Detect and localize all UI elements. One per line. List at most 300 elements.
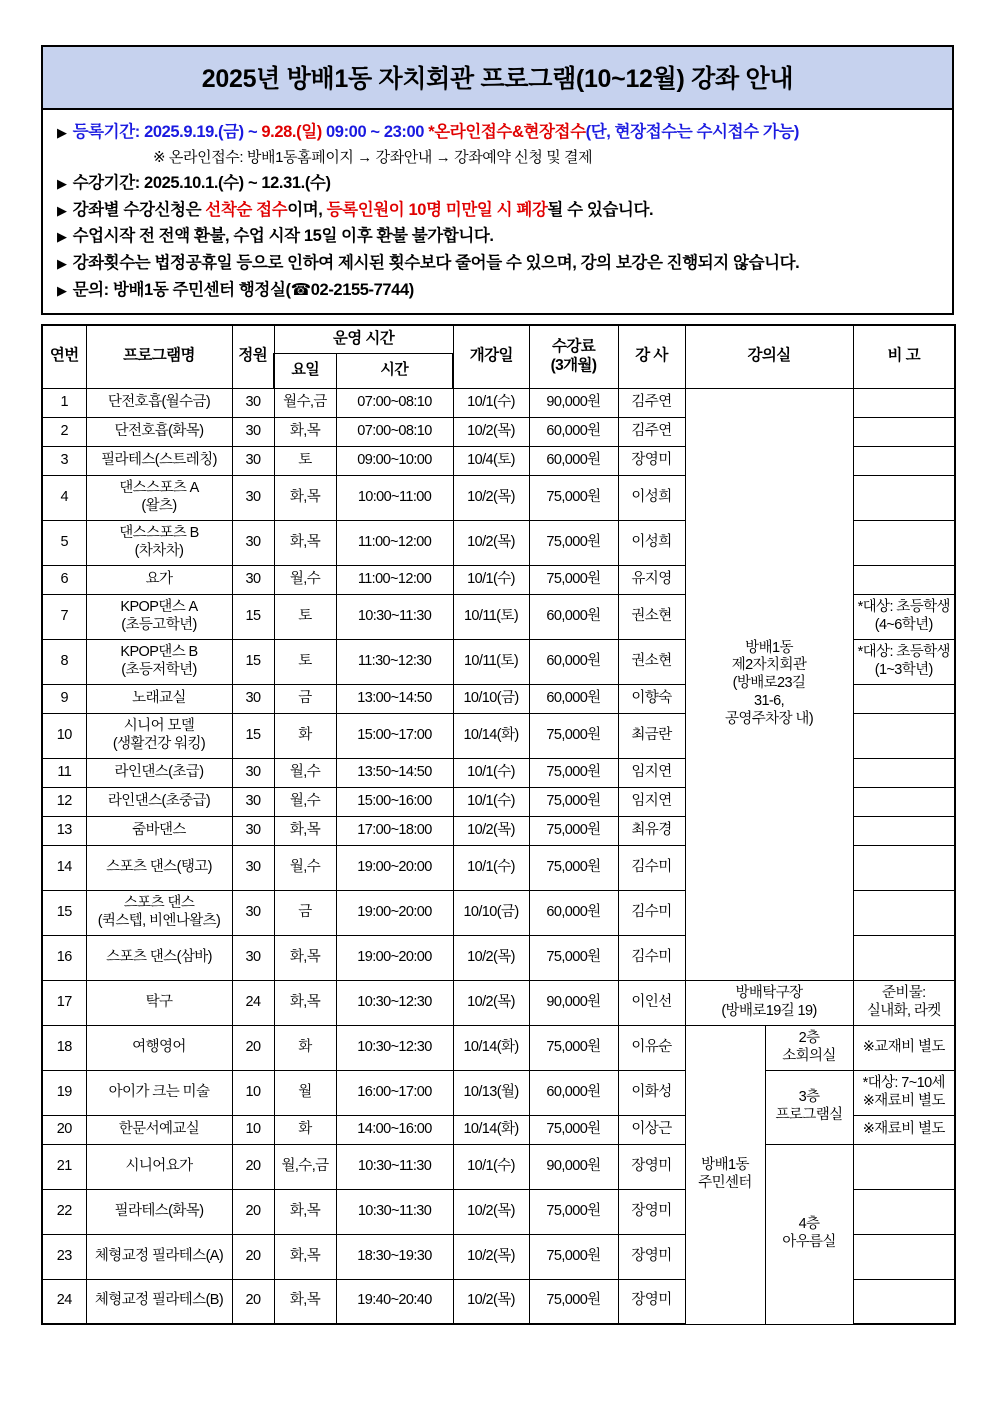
session-count-text: 강좌횟수는 법정공휴일 등으로 인하여 제시된 횟수보다 줄어들 수 있으며, 강의 보강은 진행되지 않습니다. <box>72 254 800 273</box>
bullet-marker-icon: ▶ <box>57 176 67 192</box>
cell-start-date: 10/1(수) <box>453 565 529 594</box>
cell-day: 월,수,금 <box>274 1144 336 1189</box>
cell-time: 10:00~11:00 <box>336 475 453 520</box>
cell-day: 월,수 <box>274 758 336 787</box>
cell-time: 10:30~12:30 <box>336 1025 453 1070</box>
cell-instructor: 이향숙 <box>618 684 685 713</box>
cell-fee: 60,000원 <box>529 446 618 475</box>
cell-instructor: 장영미 <box>618 1189 685 1234</box>
cell-time: 15:00~17:00 <box>336 713 453 758</box>
cell-remarks <box>853 520 955 565</box>
cell-fee: 90,000원 <box>529 980 618 1025</box>
cell-fee: 75,000원 <box>529 816 618 845</box>
cell-day: 화,목 <box>274 816 336 845</box>
cell-start-date: 10/2(목) <box>453 1234 529 1279</box>
cell-no: 1 <box>42 388 86 417</box>
cell-capacity: 15 <box>232 713 274 758</box>
cell-remarks <box>853 787 955 816</box>
classroom-line: 방배1동 <box>701 1156 749 1173</box>
cell-no: 11 <box>42 758 86 787</box>
header-time: 시간 <box>336 353 453 388</box>
bullet-marker-icon: ▶ <box>57 125 67 140</box>
cell-instructor: 이유순 <box>618 1025 685 1070</box>
cell-start-date: 10/11(토) <box>453 594 529 639</box>
floor-line: 아우름실 <box>782 1234 836 1251</box>
cell-start-date: 10/2(목) <box>453 816 529 845</box>
cell-day: 토 <box>274 446 336 475</box>
cell-capacity: 20 <box>232 1025 274 1070</box>
cell-program: 탁구 <box>86 980 232 1025</box>
cell-time: 19:40~20:40 <box>336 1279 453 1324</box>
remark-line: (4~6학년) <box>874 616 933 633</box>
cell-no: 12 <box>42 787 86 816</box>
cell-day: 화 <box>274 1025 336 1070</box>
cell-no: 2 <box>42 417 86 446</box>
cell-remarks <box>853 935 955 980</box>
cell-fee: 75,000원 <box>529 1115 618 1144</box>
program-line2: (왈츠) <box>141 497 177 514</box>
notice-item-contact <box>57 277 942 304</box>
cell-day: 토 <box>274 639 336 684</box>
header-day: 요일 <box>274 353 336 388</box>
cell-instructor: 김수미 <box>618 890 685 935</box>
cell-program: 줌바댄스 <box>86 816 232 845</box>
floor-line: 프로그램실 <box>775 1107 843 1124</box>
cell-capacity: 20 <box>232 1189 274 1234</box>
cell-instructor: 임지연 <box>618 787 685 816</box>
cell-no: 19 <box>42 1070 86 1115</box>
cell-fee: 90,000원 <box>529 388 618 417</box>
cell-day: 화,목 <box>274 475 336 520</box>
cell-program: 필라테스(스트레칭) <box>86 446 232 475</box>
course-period-text: 수강기간: 2025.10.1.(수) ~ 12.31.(수) <box>72 174 331 193</box>
header-no: 연번 <box>42 325 86 388</box>
cell-no: 7 <box>42 594 86 639</box>
cell-instructor: 임지연 <box>618 758 685 787</box>
refund-policy-text: 수업시작 전 전액 환불, 수업 시작 15일 이후 환불 불가합니다. <box>72 227 494 246</box>
cell-day: 월,수 <box>274 845 336 890</box>
cell-floor-2 <box>765 1025 853 1070</box>
header-fee-sub: (3개월) <box>550 356 597 374</box>
cell-start-date: 10/2(목) <box>453 520 529 565</box>
cell-remarks <box>853 446 955 475</box>
contact-suffix: ) <box>408 280 414 299</box>
cell-no: 16 <box>42 935 86 980</box>
cell-instructor: 유지영 <box>618 565 685 594</box>
cell-classroom-tabletennis <box>685 980 853 1025</box>
cell-capacity: 30 <box>232 935 274 980</box>
cell-time: 13:00~14:50 <box>336 684 453 713</box>
cell-remarks <box>853 1144 955 1189</box>
cell-fee: 75,000원 <box>529 565 618 594</box>
cell-floor-4 <box>765 1144 853 1324</box>
program-line2: (생활건강 워킹) <box>112 735 206 752</box>
header-capacity: 정원 <box>232 325 274 388</box>
notice-frame <box>41 45 954 315</box>
cell-instructor: 장영미 <box>618 446 685 475</box>
cell-remarks <box>853 594 955 639</box>
floor-line: 2층 <box>798 1029 820 1046</box>
registration-method: *온라인접수&현장접수 <box>428 123 586 141</box>
table-row[interactable] <box>42 980 955 1025</box>
cell-fee: 60,000원 <box>529 1070 618 1115</box>
program-table <box>41 324 956 1325</box>
program-line2: (차차차) <box>134 542 184 559</box>
cell-fee: 75,000원 <box>529 787 618 816</box>
table-row[interactable] <box>42 1144 955 1189</box>
cell-remarks <box>853 713 955 758</box>
floor-line: 4층 <box>798 1216 820 1233</box>
cell-no: 14 <box>42 845 86 890</box>
cell-classroom-main <box>685 388 853 980</box>
cell-day: 화,목 <box>274 980 336 1025</box>
cell-remarks <box>853 1189 955 1234</box>
cell-instructor: 이성희 <box>618 475 685 520</box>
cell-fee: 75,000원 <box>529 758 618 787</box>
cell-start-date: 10/1(수) <box>453 787 529 816</box>
program-line1: 댄스스포츠 B <box>119 524 199 541</box>
cell-capacity: 24 <box>232 980 274 1025</box>
cell-no: 8 <box>42 639 86 684</box>
cell-day: 화,목 <box>274 417 336 446</box>
cell-remarks <box>853 388 955 417</box>
cell-no: 3 <box>42 446 86 475</box>
cell-no: 13 <box>42 816 86 845</box>
cell-capacity: 30 <box>232 388 274 417</box>
cell-no: 22 <box>42 1189 86 1234</box>
telephone-icon: ☎ <box>290 280 311 299</box>
cell-start-date: 10/2(목) <box>453 1279 529 1324</box>
registration-method-note: (단, 현장접수는 수시접수 가능) <box>585 123 800 141</box>
cell-fee: 60,000원 <box>529 639 618 684</box>
cell-start-date: 10/11(토) <box>453 639 529 684</box>
cell-instructor: 이화성 <box>618 1070 685 1115</box>
cell-time: 11:30~12:30 <box>336 639 453 684</box>
cell-start-date: 10/2(목) <box>453 475 529 520</box>
cell-time: 07:00~08:10 <box>336 388 453 417</box>
cell-program: 라인댄스(초급) <box>86 758 232 787</box>
cell-capacity: 10 <box>232 1070 274 1115</box>
cell-instructor: 권소현 <box>618 594 685 639</box>
cell-instructor: 최유경 <box>618 816 685 845</box>
cell-start-date: 10/14(화) <box>453 1025 529 1070</box>
cell-day: 월수,금 <box>274 388 336 417</box>
cell-fee: 75,000원 <box>529 1279 618 1324</box>
cell-time: 17:00~18:00 <box>336 816 453 845</box>
notice-item-first-come <box>57 197 942 224</box>
cell-day: 화,목 <box>274 1234 336 1279</box>
cell-program <box>86 713 232 758</box>
cell-remarks <box>853 816 955 845</box>
cell-day: 금 <box>274 890 336 935</box>
classroom-line: 31-6, <box>753 692 785 709</box>
cell-instructor: 김주연 <box>618 388 685 417</box>
notice-item-registration <box>57 119 942 146</box>
cell-instructor: 이상근 <box>618 1115 685 1144</box>
first-come-part2: 이며, <box>287 200 327 219</box>
cell-remarks <box>853 980 955 1025</box>
cell-program <box>86 890 232 935</box>
cell-remarks <box>853 890 955 935</box>
cell-capacity: 20 <box>232 1279 274 1324</box>
cell-capacity: 20 <box>232 1144 274 1189</box>
cell-day: 월 <box>274 1070 336 1115</box>
cell-fee: 75,000원 <box>529 935 618 980</box>
header-remarks: 비 고 <box>853 325 955 388</box>
cell-no: 20 <box>42 1115 86 1144</box>
classroom-line: 방배1동 <box>745 639 793 656</box>
cell-remarks <box>853 845 955 890</box>
cell-time: 18:30~19:30 <box>336 1234 453 1279</box>
min-enrollment-highlight: 등록인원이 10명 미만일 시 폐강 <box>326 200 548 219</box>
cell-capacity: 30 <box>232 446 274 475</box>
cell-time: 09:00~10:00 <box>336 446 453 475</box>
table-row[interactable] <box>42 1070 955 1115</box>
cell-time: 14:00~16:00 <box>336 1115 453 1144</box>
cell-time: 16:00~17:00 <box>336 1070 453 1115</box>
cell-day: 화,목 <box>274 520 336 565</box>
cell-instructor: 최금란 <box>618 713 685 758</box>
cell-program: 아이가 크는 미술 <box>86 1070 232 1115</box>
cell-remarks <box>853 565 955 594</box>
remark-line: *대상: 7~10세 <box>862 1074 945 1091</box>
cell-instructor: 권소현 <box>618 639 685 684</box>
classroom-line: (방배로23길 <box>732 675 806 692</box>
cell-capacity: 15 <box>232 639 274 684</box>
remark-line: ※재료비 별도 <box>862 1092 945 1109</box>
cell-fee: 60,000원 <box>529 890 618 935</box>
notice-item-course-period <box>57 170 942 197</box>
contact-prefix: 문의: 방배1동 주민센터 행정실( <box>72 280 291 299</box>
cell-remarks <box>853 1279 955 1324</box>
cell-day: 화 <box>274 713 336 758</box>
remark-line: 준비물: <box>881 984 926 1001</box>
cell-program: 스포츠 댄스(삼바) <box>86 935 232 980</box>
cell-fee: 75,000원 <box>529 1189 618 1234</box>
cell-instructor: 장영미 <box>618 1279 685 1324</box>
cell-program <box>86 475 232 520</box>
first-come-highlight: 선착순 접수 <box>205 200 288 219</box>
header-instructor: 강 사 <box>618 325 685 388</box>
cell-time: 07:00~08:10 <box>336 417 453 446</box>
cell-start-date: 10/2(목) <box>453 1189 529 1234</box>
classroom-line: 제2자치회관 <box>731 657 807 674</box>
cell-no: 15 <box>42 890 86 935</box>
cell-remarks <box>853 639 955 684</box>
header-fee <box>529 325 618 388</box>
cell-start-date: 10/14(화) <box>453 1115 529 1144</box>
cell-fee: 75,000원 <box>529 1234 618 1279</box>
cell-no: 23 <box>42 1234 86 1279</box>
cell-capacity: 30 <box>232 417 274 446</box>
cell-day: 월,수 <box>274 565 336 594</box>
cell-remarks <box>853 1115 955 1144</box>
registration-time-range: 09:00 ~ 23:00 <box>326 123 425 141</box>
cell-capacity: 10 <box>232 1115 274 1144</box>
program-line1: 댄스스포츠 A <box>119 479 199 496</box>
cell-day: 금 <box>274 684 336 713</box>
cell-program: 여행영어 <box>86 1025 232 1070</box>
cell-program: 요가 <box>86 565 232 594</box>
registration-tilde: ~ <box>247 123 258 141</box>
cell-floor-3 <box>765 1070 853 1144</box>
cell-start-date: 10/10(금) <box>453 890 529 935</box>
cell-capacity: 15 <box>232 594 274 639</box>
cell-no: 24 <box>42 1279 86 1324</box>
cell-capacity: 30 <box>232 816 274 845</box>
cell-time: 19:00~20:00 <box>336 890 453 935</box>
cell-start-date: 10/4(토) <box>453 446 529 475</box>
cell-fee: 75,000원 <box>529 845 618 890</box>
cell-time: 13:50~14:50 <box>336 758 453 787</box>
cell-instructor: 장영미 <box>618 1234 685 1279</box>
cell-start-date: 10/1(수) <box>453 1144 529 1189</box>
cell-start-date: 10/2(목) <box>453 935 529 980</box>
cell-capacity: 30 <box>232 787 274 816</box>
cell-no: 10 <box>42 713 86 758</box>
cell-start-date: 10/13(월) <box>453 1070 529 1115</box>
cell-instructor: 김주연 <box>618 417 685 446</box>
bullet-marker-icon: ▶ <box>57 256 67 272</box>
cell-capacity: 30 <box>232 890 274 935</box>
header-start-date: 개강일 <box>453 325 529 388</box>
first-come-part3: 될 수 있습니다. <box>547 200 654 219</box>
cell-day: 화,목 <box>274 935 336 980</box>
cell-day: 화,목 <box>274 1189 336 1234</box>
cell-time: 19:00~20:00 <box>336 845 453 890</box>
program-line1: 스포츠 댄스 <box>123 894 195 911</box>
cell-fee: 60,000원 <box>529 594 618 639</box>
cell-remarks <box>853 417 955 446</box>
registration-label: 등록기간: <box>72 123 140 141</box>
cell-program <box>86 594 232 639</box>
remark-line: ※교재비 별도 <box>862 1038 945 1055</box>
header-program: 프로그램명 <box>86 325 232 388</box>
cell-program: 한문서예교실 <box>86 1115 232 1144</box>
cell-program: 스포츠 댄스(탱고) <box>86 845 232 890</box>
program-line1: KPOP댄스 B <box>120 643 198 660</box>
cell-time: 19:00~20:00 <box>336 935 453 980</box>
remark-line: *대상: 초등학생 <box>857 643 950 660</box>
cell-program: 라인댄스(초중급) <box>86 787 232 816</box>
program-line1: KPOP댄스 A <box>120 598 198 615</box>
cell-day: 화 <box>274 1115 336 1144</box>
contact-phone: 02-2155-7744 <box>310 280 409 299</box>
cell-capacity: 30 <box>232 475 274 520</box>
cell-fee: 75,000원 <box>529 520 618 565</box>
table-row[interactable] <box>42 388 955 417</box>
notice-item-online-path: ※ 온라인접수: 방배1동홈페이지 → 강좌안내 → 강좌예약 신청 및 결제 <box>153 148 593 166</box>
classroom-line: 방배탁구장 <box>735 984 803 1001</box>
cell-no: 6 <box>42 565 86 594</box>
cell-time: 10:30~11:30 <box>336 1189 453 1234</box>
classroom-line: 주민센터 <box>698 1174 752 1191</box>
header-fee-main: 수강료 <box>551 337 596 355</box>
cell-capacity: 20 <box>232 1234 274 1279</box>
cell-no: 5 <box>42 520 86 565</box>
cell-start-date: 10/1(수) <box>453 388 529 417</box>
classroom-line: (방배로19길 19) <box>721 1002 817 1019</box>
cell-program: 단전호흡(화목) <box>86 417 232 446</box>
cell-time: 10:30~12:30 <box>336 980 453 1025</box>
cell-program: 필라테스(화목) <box>86 1189 232 1234</box>
notice-item-session-count <box>57 250 942 277</box>
first-come-part1: 강좌별 수강신청은 <box>72 200 206 219</box>
cell-fee: 75,000원 <box>529 475 618 520</box>
program-line2: (초등고학년) <box>121 616 197 633</box>
cell-day: 월,수 <box>274 787 336 816</box>
cell-program: 노래교실 <box>86 684 232 713</box>
notice-item-refund <box>57 223 942 250</box>
cell-instructor: 장영미 <box>618 1144 685 1189</box>
cell-capacity: 30 <box>232 565 274 594</box>
cell-start-date: 10/1(수) <box>453 758 529 787</box>
cell-remarks <box>853 684 955 713</box>
cell-instructor: 김수미 <box>618 935 685 980</box>
cell-no: 4 <box>42 475 86 520</box>
cell-time: 11:00~12:00 <box>336 520 453 565</box>
cell-capacity: 30 <box>232 684 274 713</box>
program-line1: 시니어 모델 <box>123 717 195 734</box>
floor-line: 3층 <box>798 1089 820 1106</box>
cell-no: 18 <box>42 1025 86 1070</box>
cell-time: 11:00~12:00 <box>336 565 453 594</box>
cell-start-date: 10/1(수) <box>453 845 529 890</box>
cell-remarks <box>853 475 955 520</box>
cell-remarks <box>853 1025 955 1070</box>
cell-no: 17 <box>42 980 86 1025</box>
cell-remarks <box>853 1234 955 1279</box>
bullet-marker-icon: ▶ <box>57 202 67 218</box>
bullet-marker-icon: ▶ <box>57 229 67 245</box>
cell-instructor: 이성희 <box>618 520 685 565</box>
cell-capacity: 30 <box>232 845 274 890</box>
registration-date-end: 9.28.(일) <box>261 123 322 141</box>
program-table-body <box>42 388 955 1324</box>
cell-start-date: 10/2(목) <box>453 980 529 1025</box>
cell-day: 토 <box>274 594 336 639</box>
cell-fee: 75,000원 <box>529 713 618 758</box>
cell-capacity: 30 <box>232 758 274 787</box>
cell-program: 체형교정 필라테스(A) <box>86 1234 232 1279</box>
cell-start-date: 10/10(금) <box>453 684 529 713</box>
remark-line: 실내화, 라켓 <box>866 1002 941 1019</box>
remark-line: (1~3학년) <box>874 661 933 678</box>
cell-fee: 90,000원 <box>529 1144 618 1189</box>
cell-start-date: 10/2(목) <box>453 417 529 446</box>
cell-program: 체형교정 필라테스(B) <box>86 1279 232 1324</box>
table-row[interactable] <box>42 1025 955 1070</box>
bullet-marker-icon: ▶ <box>57 282 67 298</box>
cell-no: 21 <box>42 1144 86 1189</box>
cell-remarks <box>853 758 955 787</box>
cell-fee: 60,000원 <box>529 417 618 446</box>
remark-line: *대상: 초등학생 <box>857 598 950 615</box>
cell-capacity: 30 <box>232 520 274 565</box>
cell-time: 10:30~11:30 <box>336 1144 453 1189</box>
notice-list <box>43 110 952 313</box>
program-line2: (초등저학년) <box>121 661 197 678</box>
header-classroom: 강의실 <box>685 325 853 388</box>
remark-line: ※재료비 별도 <box>862 1120 945 1137</box>
cell-fee: 75,000원 <box>529 1025 618 1070</box>
cell-time: 15:00~16:00 <box>336 787 453 816</box>
cell-fee: 60,000원 <box>529 684 618 713</box>
header-operating-time: 운영 시간 <box>274 325 453 353</box>
classroom-line: 공영주차장 내) <box>724 710 814 727</box>
cell-no: 9 <box>42 684 86 713</box>
program-line2: (퀵스텝, 비엔나왈츠) <box>97 912 221 929</box>
